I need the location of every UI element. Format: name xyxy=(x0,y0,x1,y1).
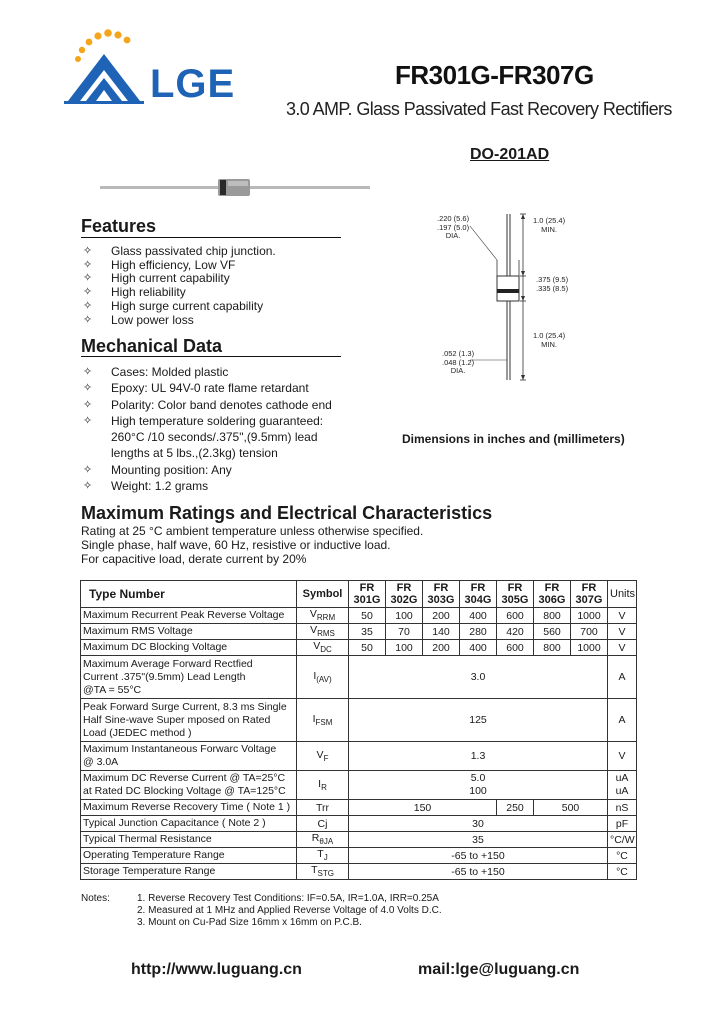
bullet-icon: ✧ xyxy=(83,463,93,476)
footer-website-link[interactable]: http://www.luguang.cn xyxy=(131,961,302,978)
table-row: Maximum Recurrent Peak Reverse Voltage $V_{RRM}$ 50 100 200 400 600 800 1000 V xyxy=(81,608,637,624)
notes-items: 1. Reverse Recovery Test Conditions: IF=0.5A, IR=1.0A, IRR=0.25A 2. Measured at 1 MHz and Applied Reverse Voltage of 4.0 Volts D.C. 3. Mount on Cu-Pad Size 16mm x 16mm on P.C.B. xyxy=(137,893,442,928)
list-item: ✧ High current capability xyxy=(83,271,230,286)
table-row: Maximum Average Forward Rectfied Current .375"(9.5mm) Lead Length @TA = 55°C $I_{(AV)}$ 3.0 A xyxy=(81,656,637,699)
table-row: Typical Thermal Resistance $R_{\theta JA}$ 35 °C/W xyxy=(81,832,637,848)
dim-body-length: .375 (9.5) .335 (8.5) xyxy=(536,275,569,293)
table-row: Typical Junction Capacitance ( Note 2 ) Cj 30 pF xyxy=(81,816,637,832)
dim-lead-top: 1.0 (25.4) MIN. xyxy=(533,216,566,234)
footer-email-link[interactable]: mail:lge@luguang.cn xyxy=(418,961,580,978)
diode-side-picture xyxy=(100,176,370,200)
bullet-icon: ✧ xyxy=(83,480,93,493)
bullet-icon: ✧ xyxy=(83,286,93,299)
list-item: lengths at 5 lbs.,(2.3kg) tension xyxy=(111,446,278,461)
col-part-305g: FR 305G xyxy=(497,581,534,608)
bullet-icon: ✧ xyxy=(83,299,93,312)
mechanical-divider xyxy=(81,356,341,357)
logo-text: LGE xyxy=(150,62,236,106)
ratings-heading: Maximum Ratings and Electrical Characteristics xyxy=(81,503,493,523)
table-row: Maximum RMS Voltage $V_{RMS}$ 35 70 140 280 420 560 700 V xyxy=(81,624,637,640)
table-row: Maximum Instantaneous Forwarc Voltage @ 3.0A $V_F$ 1.3 V xyxy=(81,742,637,771)
dim-lead-bottom: 1.0 (25.4) MIN. xyxy=(533,331,566,349)
list-item: 260°C /10 seconds/.375",(9.5mm) lead xyxy=(111,430,318,445)
features-divider xyxy=(81,237,341,238)
bullet-icon: ✧ xyxy=(83,366,93,378)
dimensions-caption: Dimensions in inches and (millimeters) xyxy=(402,432,625,446)
dim-lead-diameter: .052 (1.3) .048 (1.2) DIA. xyxy=(442,349,475,375)
list-item: ✧ High reliability xyxy=(83,285,186,300)
bullet-icon: ✧ xyxy=(83,245,93,257)
list-item: ✧ Glass passivated chip junction. xyxy=(83,244,276,258)
notes-label: Notes: xyxy=(81,893,110,904)
list-item: ✧ Weight: 1.2 grams xyxy=(83,479,209,494)
bullet-icon: ✧ xyxy=(83,272,93,285)
col-part-304g: FR 304G xyxy=(460,581,497,608)
list-item: ✧ Mounting position: Any xyxy=(83,462,232,477)
features-list xyxy=(81,245,361,327)
col-symbol: Symbol xyxy=(297,581,349,608)
list-item: ✧ Low power loss xyxy=(83,312,194,327)
table-row: Storage Temperature Range $T_{STG}$ -65 to +150 °C xyxy=(81,864,637,880)
list-item: ✧ High efficiency, Low VF xyxy=(83,257,236,272)
col-type-number: Type Number xyxy=(81,581,297,608)
bullet-icon: ✧ xyxy=(83,382,93,395)
dim-body-diameter: .220 (5.6) .197 (5.0) DIA. xyxy=(437,214,470,240)
bullet-icon: ✧ xyxy=(83,414,93,427)
mechanical-heading: Mechanical Data xyxy=(81,336,223,356)
col-part-307g: FR 307G xyxy=(571,581,608,608)
ratings-table xyxy=(80,580,637,880)
package-name: DO-201AD xyxy=(470,146,550,163)
table-header-row xyxy=(81,581,637,608)
lge-logo-mark xyxy=(60,24,150,104)
features-heading: Features xyxy=(81,216,157,236)
list-item: ✧ Epoxy: UL 94V-0 rate flame retardant xyxy=(83,381,309,396)
col-part-302g: FR 302G xyxy=(386,581,423,608)
col-units: Units xyxy=(608,581,637,608)
list-item: ✧ High temperature soldering guaranteed: xyxy=(83,413,324,428)
part-number-title: FR301G-FR307G xyxy=(395,60,594,90)
product-subtitle: 3.0 AMP. Glass Passivated Fast Recovery Rectifiers xyxy=(286,99,672,119)
bullet-icon: ✧ xyxy=(83,398,93,411)
bullet-icon: ✧ xyxy=(83,313,93,326)
table-row: Maximum DC Reverse Current @ TA=25°C at Rated DC Blocking Voltage @ TA=125°C $I_R$ 5.0 100 uA uA xyxy=(81,771,637,800)
col-part-303g: FR 303G xyxy=(423,581,460,608)
list-item: ✧ High surge current capability xyxy=(83,298,264,313)
table-row: Maximum DC Blocking Voltage $V_{DC}$ 50 100 200 400 600 800 1000 V xyxy=(81,640,637,656)
col-part-301g: FR 301G xyxy=(349,581,386,608)
list-item: ✧ Polarity: Color band denotes cathode end xyxy=(83,397,332,412)
table-row: Peak Forward Surge Current, 8.3 ms Single Half Sine-wave Super mposed on Rated Load (JEDEC method ) $I_{FSM}$ 125 A xyxy=(81,699,637,742)
mechanical-list xyxy=(81,364,371,494)
list-item: ✧ Cases: Molded plastic xyxy=(83,365,229,379)
notes-block xyxy=(81,893,641,933)
col-part-306g: FR 306G xyxy=(534,581,571,608)
table-row: Operating Temperature Range $T_J$ -65 to +150 °C xyxy=(81,848,637,864)
bullet-icon: ✧ xyxy=(83,258,93,271)
table-row: Maximum Reverse Recovery Time ( Note 1 ) Trr 150 250 500 nS xyxy=(81,800,637,816)
ratings-intro: Rating at 25 °C ambient temperature unless otherwise specified. Single phase, half wave, 60 Hz, resistive or inductive load. For capacitive load, derate current by 20% xyxy=(81,524,424,566)
